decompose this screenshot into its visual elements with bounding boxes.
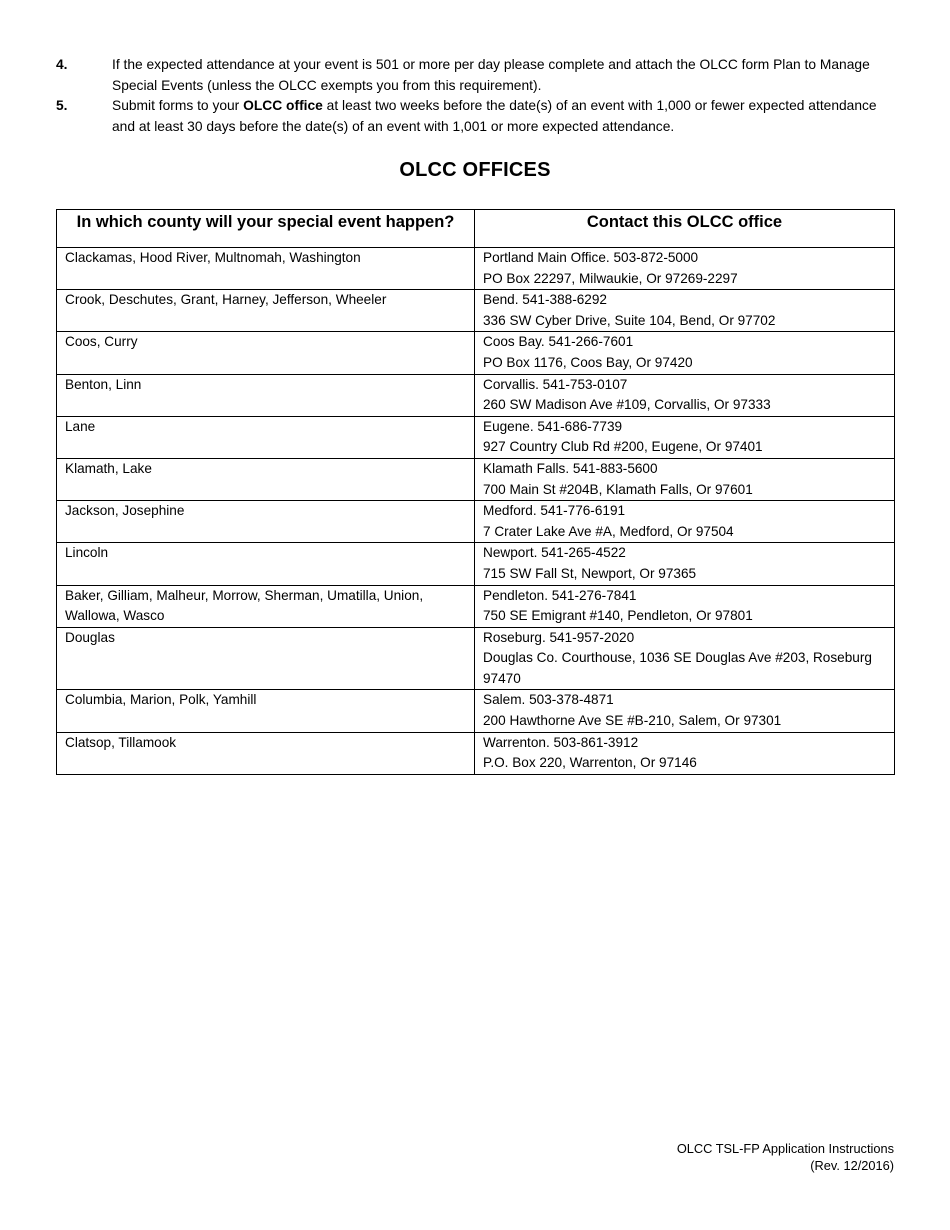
- instruction-number: 4.: [56, 57, 68, 72]
- county-cell: [57, 543, 475, 585]
- instruction-number: 5.: [56, 98, 68, 113]
- office-name-phone: Bend. 541-388-6292: [483, 292, 607, 308]
- county-cell: [57, 248, 475, 290]
- office-cell: [475, 627, 895, 690]
- county-names: Jackson, Josephine: [65, 503, 185, 519]
- office-name-phone: Portland Main Office. 503-872-5000: [483, 250, 699, 265]
- table-header-row: [57, 210, 895, 248]
- office-cell: [475, 732, 895, 774]
- instruction-text-part: at least two weeks before the date(s) of an event with 1,000 or fewer expected attendance and at least 30 days before the date(s) of an event with 1,001 or more expected attendance.: [112, 98, 877, 134]
- office-name-phone: Warrenton. 503-861-3912: [483, 734, 639, 750]
- table-row: [57, 290, 895, 332]
- office-address: Douglas Co. Courthouse, 1036 SE Douglas Ave #203, Roseburg 97470: [483, 650, 872, 686]
- office-name-phone: Medford. 541-776-6191: [483, 503, 626, 519]
- county-cell: [57, 585, 475, 627]
- footer-revision: (Rev. 12/2016): [810, 1158, 894, 1173]
- office-cell: [475, 290, 895, 332]
- county-names: Lane: [65, 418, 96, 434]
- office-address: 7 Crater Lake Ave #A, Medford, Or 97504: [483, 523, 734, 539]
- offices-table: [56, 209, 895, 775]
- office-name-phone: Klamath Falls. 541-883-5600: [483, 460, 658, 476]
- table-row: [57, 332, 895, 374]
- office-name-phone: Coos Bay. 541-266-7601: [483, 334, 634, 350]
- office-name-phone: Salem. 503-378-4871: [483, 692, 614, 708]
- table-body: [57, 248, 895, 775]
- office-address: 200 Hawthorne Ave SE #B-210, Salem, Or 97301: [483, 713, 782, 729]
- office-address: 715 SW Fall St, Newport, Or 97365: [483, 565, 697, 581]
- office-cell: [475, 543, 895, 585]
- county-cell: [57, 690, 475, 732]
- table-row: [57, 627, 895, 690]
- instruction-text: [112, 96, 896, 137]
- instruction-text-part: If the expected attendance at your event is 501 or more per day please complete and attach the OLCC form Plan to Manage Special Events (unless the OLCC exempts you from this requirement).: [112, 57, 870, 93]
- table-row: [57, 501, 895, 543]
- table-row: [57, 732, 895, 774]
- county-names: Clatsop, Tillamook: [65, 734, 177, 750]
- instruction-text: [112, 55, 896, 96]
- county-names: Clackamas, Hood River, Multnomah, Washington: [65, 250, 361, 265]
- instruction-item-5: [56, 96, 896, 137]
- table-row: [57, 690, 895, 732]
- county-cell: [57, 732, 475, 774]
- office-address: 260 SW Madison Ave #109, Corvallis, Or 97333: [483, 397, 771, 413]
- page-footer: [677, 1140, 894, 1174]
- office-name-phone: Newport. 541-265-4522: [483, 545, 626, 561]
- county-cell: [57, 332, 475, 374]
- table-row: [57, 585, 895, 627]
- table-row: [57, 458, 895, 500]
- county-cell: [57, 290, 475, 332]
- county-names: Baker, Gilliam, Malheur, Morrow, Sherman, Umatilla, Union, Wallowa, Wasco: [65, 587, 424, 624]
- office-address: 700 Main St #204B, Klamath Falls, Or 97601: [483, 481, 753, 497]
- county-names: Crook, Deschutes, Grant, Harney, Jefferson, Wheeler: [65, 292, 387, 308]
- office-cell: [475, 690, 895, 732]
- office-cell: [475, 585, 895, 627]
- table-row: [57, 374, 895, 416]
- office-column-header: Contact this OLCC office: [475, 210, 895, 248]
- instruction-text-part: Submit forms to your: [112, 98, 244, 113]
- office-address: 336 SW Cyber Drive, Suite 104, Bend, Or 97702: [483, 312, 776, 328]
- footer-form-name: OLCC TSL-FP Application Instructions: [676, 1141, 894, 1156]
- office-name-phone: Roseburg. 541-957-2020: [483, 629, 635, 645]
- county-names: Klamath, Lake: [65, 460, 152, 476]
- office-cell: [475, 501, 895, 543]
- table-row: [57, 248, 895, 290]
- county-names: Columbia, Marion, Polk, Yamhill: [65, 692, 257, 708]
- county-names: Benton, Linn: [65, 376, 142, 392]
- county-cell: [57, 501, 475, 543]
- county-names: Douglas: [65, 629, 115, 645]
- office-cell: [475, 416, 895, 458]
- office-cell: [475, 374, 895, 416]
- office-address: PO Box 22297, Milwaukie, Or 97269-2297: [483, 270, 738, 286]
- office-name-phone: Eugene. 541-686-7739: [483, 418, 623, 434]
- office-name-phone: Pendleton. 541-276-7841: [483, 587, 637, 603]
- office-address: PO Box 1176, Coos Bay, Or 97420: [483, 354, 693, 370]
- county-names: Coos, Curry: [65, 334, 138, 350]
- office-cell: [475, 332, 895, 374]
- instruction-bold-text: OLCC office: [243, 98, 323, 113]
- office-address: P.O. Box 220, Warrenton, Or 97146: [483, 755, 697, 771]
- county-cell: [57, 374, 475, 416]
- instructions-list: [56, 55, 896, 137]
- county-cell: [57, 458, 475, 500]
- office-address: 927 Country Club Rd #200, Eugene, Or 97401: [483, 439, 763, 455]
- table-row: [57, 543, 895, 585]
- section-title: OLCC OFFICES: [399, 159, 551, 181]
- county-cell: [57, 627, 475, 690]
- county-column-header: In which county will your special event happen?: [57, 210, 475, 248]
- office-address: 750 SE Emigrant #140, Pendleton, Or 97801: [483, 608, 753, 624]
- office-cell: [475, 248, 895, 290]
- county-cell: [57, 416, 475, 458]
- county-names: Lincoln: [65, 545, 109, 561]
- table-row: [57, 416, 895, 458]
- office-cell: [475, 458, 895, 500]
- instruction-item-4: [56, 55, 896, 96]
- office-name-phone: Corvallis. 541-753-0107: [483, 376, 628, 392]
